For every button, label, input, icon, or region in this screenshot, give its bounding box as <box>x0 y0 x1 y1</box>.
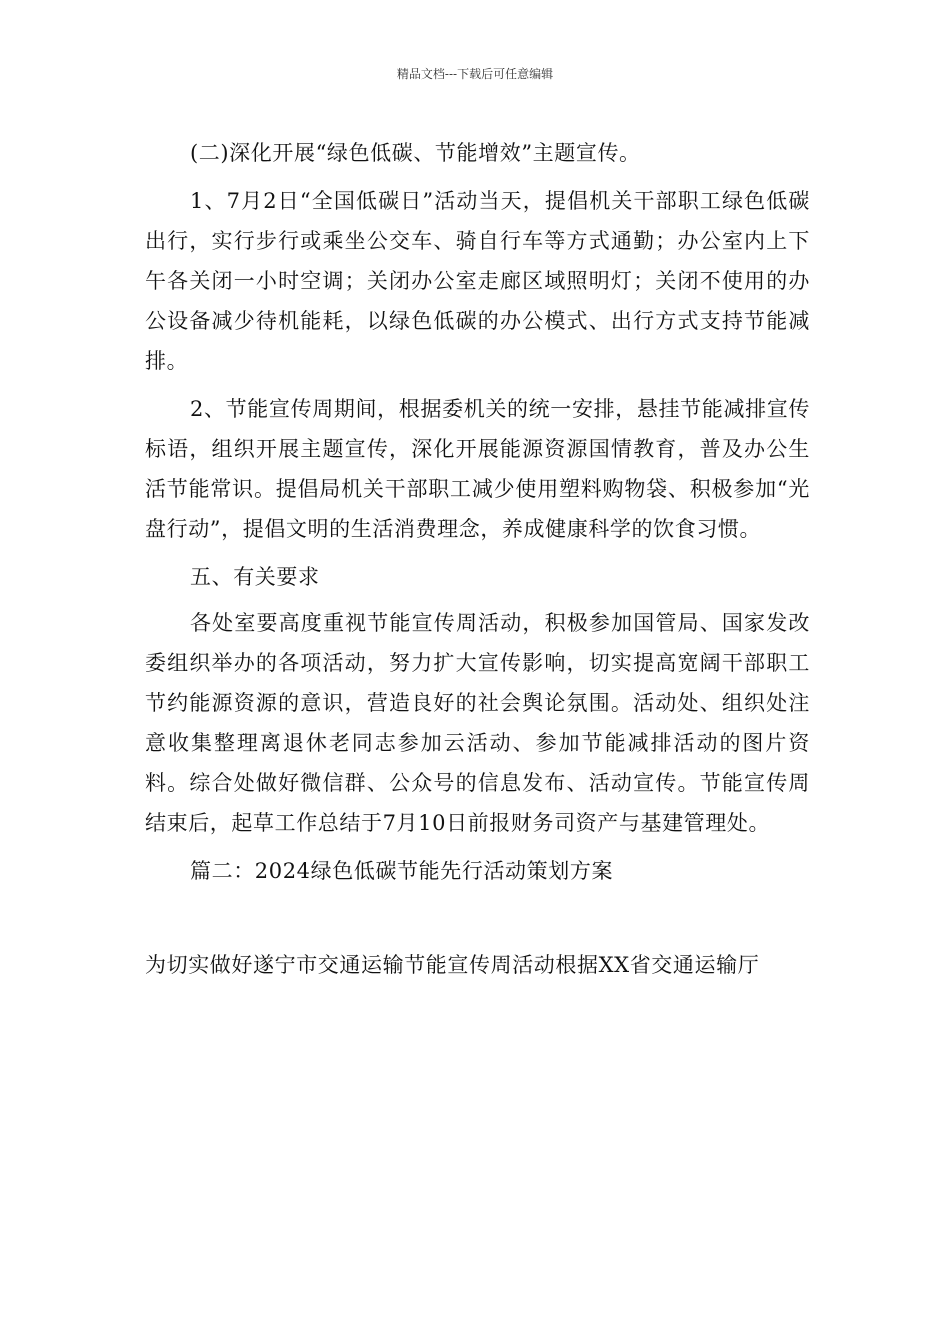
section-heading-publicity: (二)深化开展“绿色低碳、节能增效”主题宣传。 <box>190 141 641 165</box>
paragraph-requirements: 各处室要高度重视节能宣传周活动，积极参加国管局、国家发改委组织举办的各项活动，努力扩大宣传影响，切实提高宽阔干部职工节约能源资源的意识，营造良好的社会舆论氛围。活动处、组织处注意收集整理离退休老同志参加云活动、参加节能减排活动的图片资料。综合处做好微信群、公众号的信息发布、活动宣传。节能宣传周结束后，起草工作总结于7月10日前报财务司资产与基建管理处。 <box>145 611 810 835</box>
article-two-title: 篇二：2024绿色低碳节能先行活动策划方案 <box>190 859 614 883</box>
paragraph-energy-week: 2、节能宣传周期间，根据委机关的统一安排，悬挂节能减排宣传标语，组织开展主题宣传，深化开展能源资源国情教育，普及办公生活节能常识。提倡局机关干部职工减少使用塑料购物袋、积极参加“光盘行动”，提倡文明的生活消费理念，养成健康科学的饮食习惯。 <box>145 397 810 541</box>
section-heading-requirements: 五、有关要求 <box>190 565 320 589</box>
paragraph-low-carbon-day: 1、7月2日“全国低碳日”活动当天，提倡机关干部职工绿色低碳出行，实行步行或乘坐公交车、骑自行车等方式通勤；办公室内上下午各关闭一小时空调；关闭办公室走廊区域照明灯；关闭不使用的办公设备减少待机能耗，以绿色低碳的办公模式、出行方式支持节能减排。 <box>145 189 810 373</box>
paragraph-intro-article-two: 为切实做好遂宁市交通运输节能宣传周活动根据XX省交通运输厅 <box>145 953 760 977</box>
page-header: 精品文档---下载后可任意编辑 <box>396 67 554 81</box>
document-body <box>145 133 810 985</box>
blank-spacer <box>145 891 810 945</box>
